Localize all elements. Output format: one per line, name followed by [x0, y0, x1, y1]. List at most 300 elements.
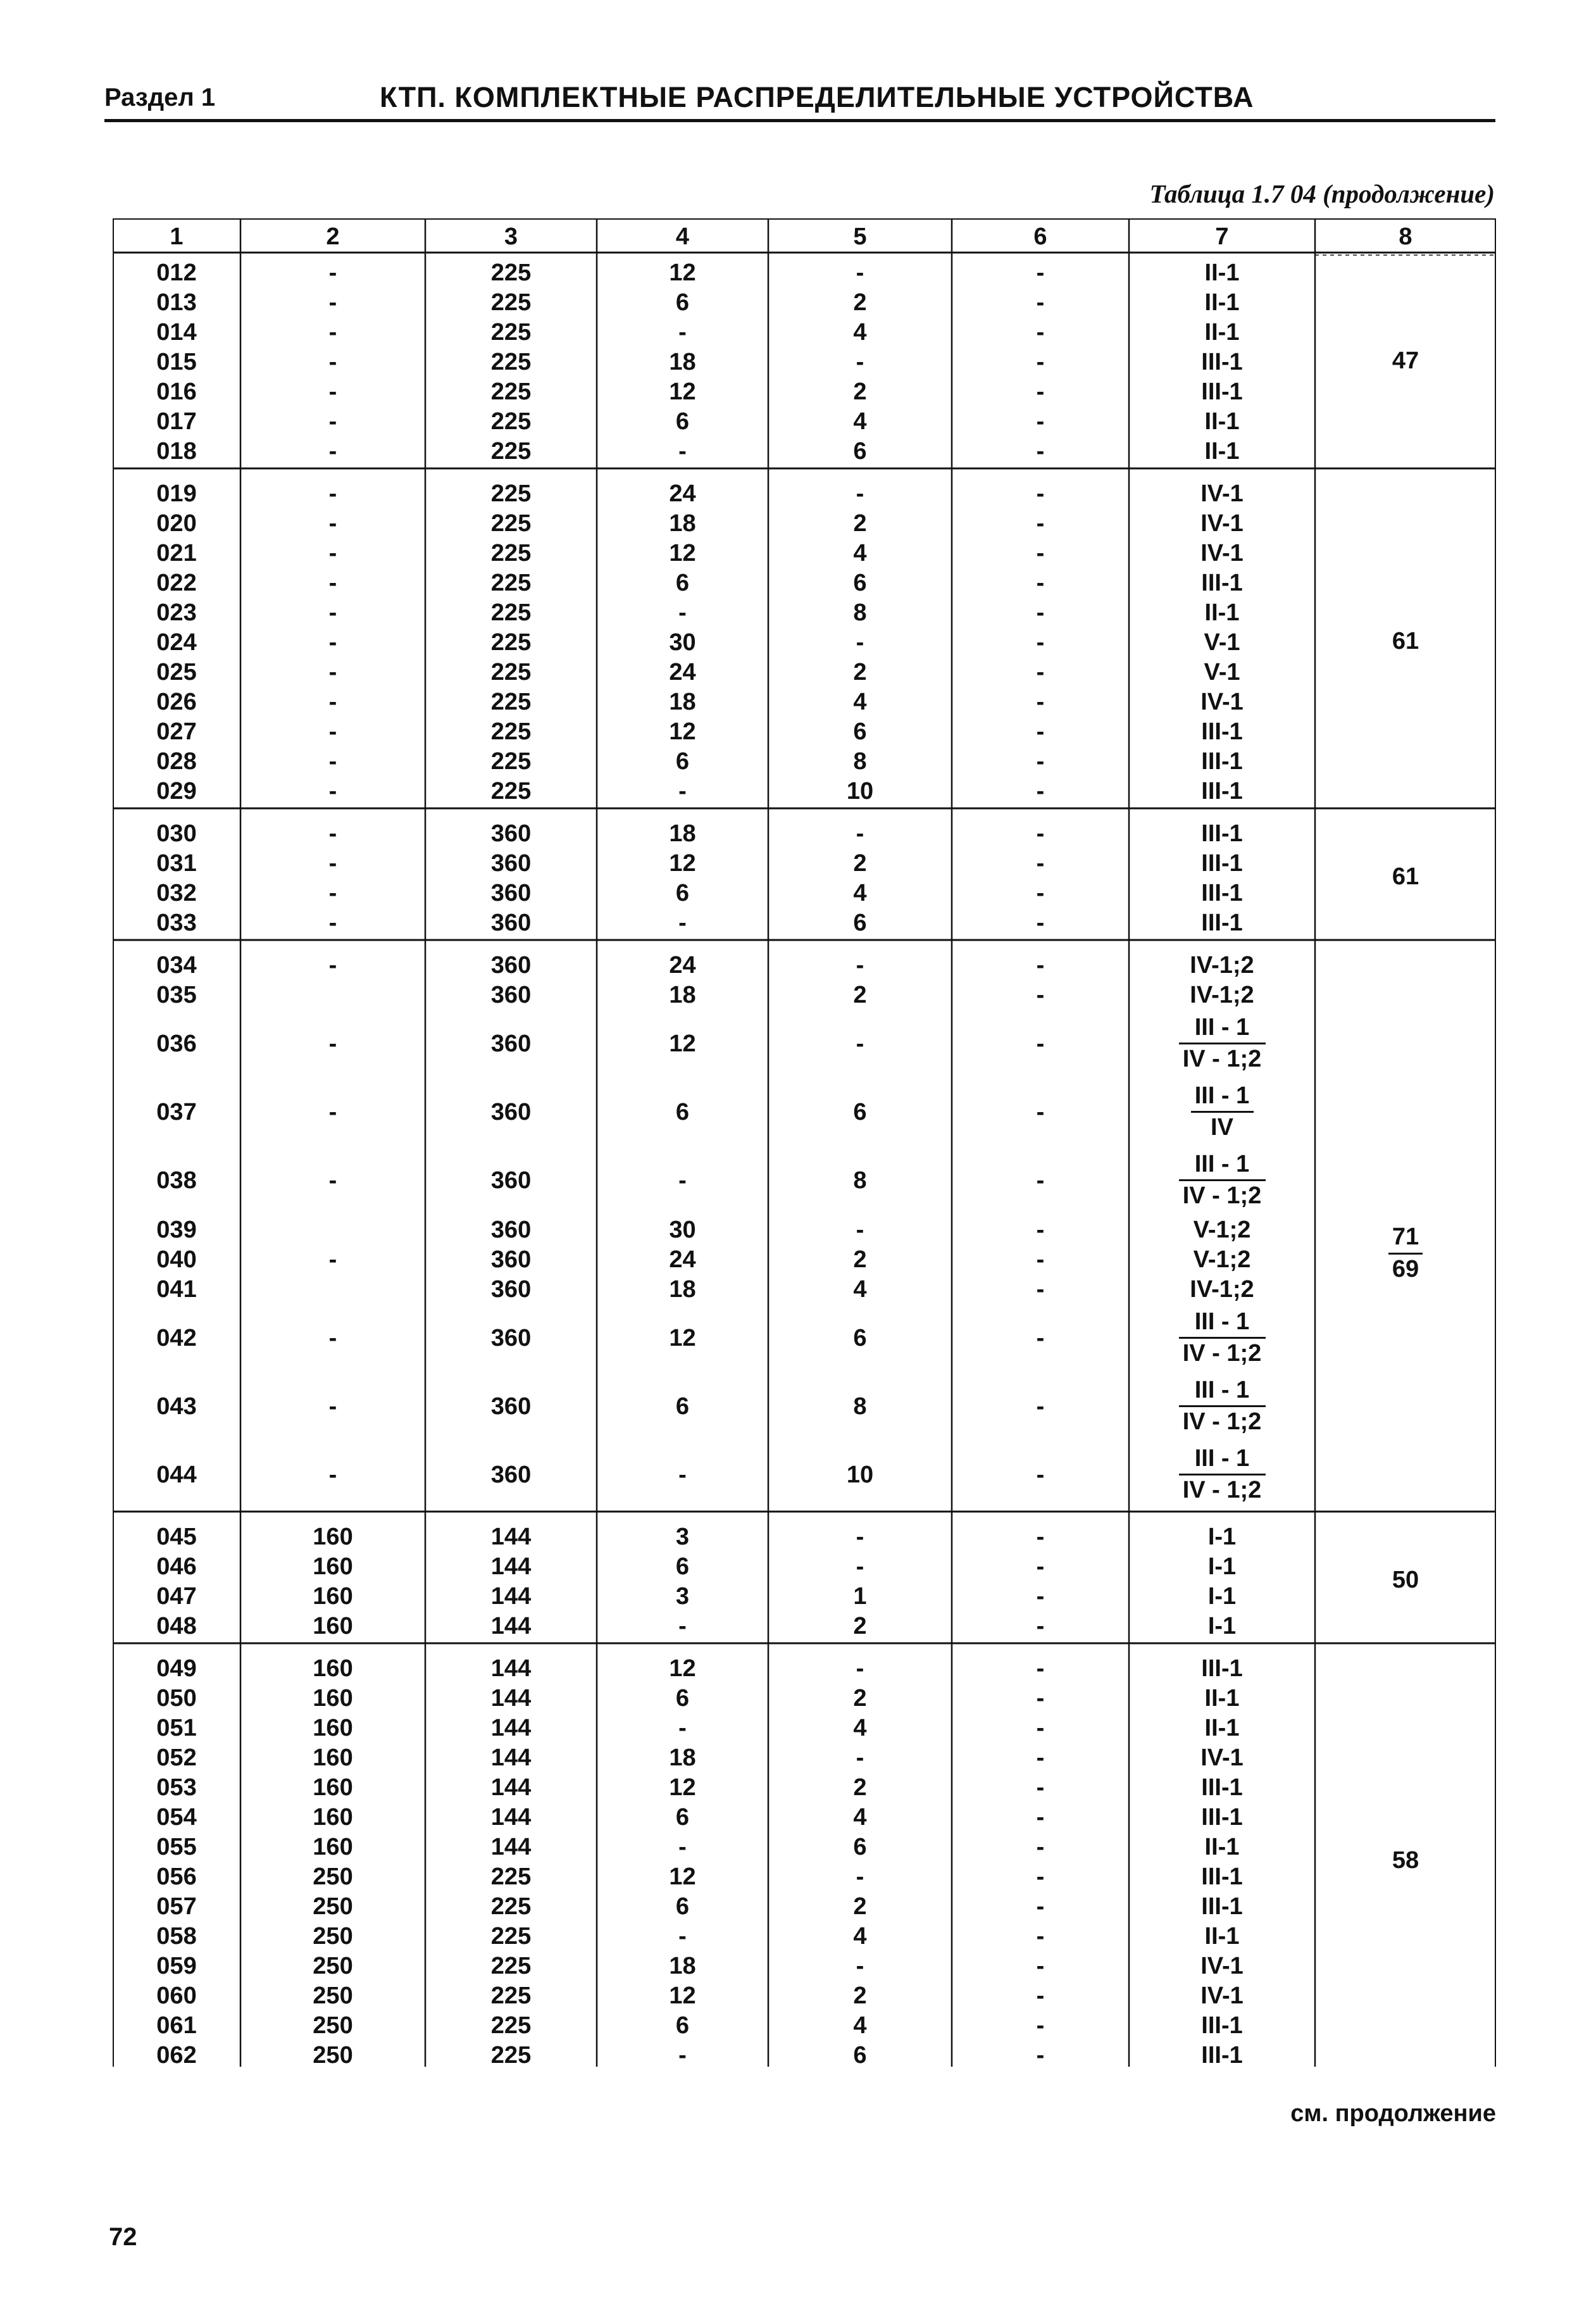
table-cell: 042 [156, 1325, 197, 1351]
table-cell: V-1 [1204, 658, 1240, 686]
table-cell: 051 [156, 1714, 197, 1741]
table-cell: 18 [669, 348, 696, 375]
table-cell: - [856, 820, 864, 847]
table-cell: - [678, 1833, 687, 1860]
table-cell: - [1036, 1167, 1045, 1194]
table-cell: II-1 [1204, 1684, 1240, 1712]
column-header: 8 [1399, 223, 1412, 250]
table-cell: V-1;2 [1193, 1216, 1251, 1243]
table-cell: - [1036, 1655, 1045, 1682]
table-cell: III-1 [1201, 569, 1243, 596]
table-cell: 4 [853, 1803, 867, 1831]
table-cell: - [328, 909, 337, 936]
table-cell: 24 [669, 1246, 696, 1273]
table-cell: 2 [853, 1893, 867, 1920]
column-header: 7 [1215, 223, 1229, 250]
table-cell: 050 [156, 1684, 197, 1712]
table-cell: - [1036, 1922, 1045, 1950]
table-cell: 12 [669, 1774, 696, 1801]
table-cell: - [328, 289, 337, 316]
table-cell: 6 [675, 748, 690, 775]
table-cell: II-1 [1204, 437, 1240, 465]
table-cell: 360 [490, 1031, 532, 1057]
table-cell: 225 [490, 259, 532, 286]
table-cell: 6 [675, 2012, 690, 2039]
table-cell: - [1036, 951, 1045, 979]
table-cell: 4 [853, 1714, 867, 1741]
fraction-cell-numerator: III - 1 [1194, 1444, 1250, 1472]
table-cell: - [328, 879, 337, 906]
table-cell: 144 [490, 1523, 532, 1550]
fraction-cell-numerator: III - 1 [1194, 1308, 1250, 1335]
table-cell: 225 [490, 437, 532, 465]
table-cell: - [678, 599, 687, 626]
table-cell: - [328, 1393, 337, 1420]
table-cell: - [1036, 1553, 1045, 1580]
table-cell: - [1036, 348, 1045, 375]
table-cell: - [678, 1612, 687, 1639]
table-cell: 30 [669, 629, 696, 656]
table-cell: 049 [156, 1655, 197, 1682]
page-title: КТП. КОМПЛЕКТНЫЕ РАСПРЕДЕЛИТЕЛЬНЫЕ УСТРОЙСТВА [380, 81, 1254, 113]
table-cell: 052 [156, 1744, 197, 1771]
table-cell: IV-1;2 [1190, 1275, 1254, 1303]
table-cell: 12 [669, 378, 696, 405]
group-value: 61 [1392, 627, 1419, 655]
table-cell: 360 [490, 879, 532, 906]
column-header: 4 [675, 223, 690, 250]
page-number: 72 [109, 2223, 137, 2251]
table-cell: 6 [853, 2041, 867, 2069]
table-cell: - [1036, 1246, 1045, 1273]
table-cell: 360 [490, 909, 532, 936]
table-cell: - [328, 318, 337, 346]
table-cell: 144 [490, 1612, 532, 1639]
fraction-cell-denominator: IV - 1;2 [1182, 1046, 1262, 1073]
table-cell: 6 [853, 1325, 867, 1351]
table-cell: 225 [490, 348, 532, 375]
table-cell: - [1036, 1803, 1045, 1831]
table-cell: 018 [156, 437, 197, 465]
table-cell: III-1 [1201, 909, 1243, 936]
table-cell: 225 [490, 378, 532, 405]
table-cell: 144 [490, 1774, 532, 1801]
table-cell: - [856, 951, 864, 979]
table-cell: 6 [853, 569, 867, 596]
table-cell: - [1036, 1393, 1045, 1420]
table-cell: 12 [669, 1655, 696, 1682]
table-cell: - [1036, 1982, 1045, 2009]
table-cell: 032 [156, 879, 197, 906]
table-cell: 3 [675, 1523, 690, 1550]
table-cell: - [1036, 1099, 1045, 1125]
fraction-cell-denominator: IV - 1;2 [1182, 1340, 1262, 1367]
table-cell: 2 [853, 1612, 867, 1639]
table-cell: - [328, 688, 337, 715]
table-cell: 040 [156, 1246, 197, 1273]
table-cell: 4 [853, 688, 867, 715]
table-cell: 18 [669, 981, 696, 1008]
table-cell: 024 [156, 629, 197, 656]
table-cell: 014 [156, 318, 197, 346]
table-cell: 2 [853, 1774, 867, 1801]
table-cell: - [328, 820, 337, 847]
table-cell: - [328, 259, 337, 286]
table-cell: 360 [490, 1275, 532, 1303]
table-cell: III-1 [1201, 849, 1243, 877]
table-cell: - [1036, 318, 1045, 346]
table-cell: - [328, 599, 337, 626]
table-cell: - [856, 1952, 864, 1979]
group-value: 58 [1392, 1847, 1419, 1874]
table-cell: 6 [853, 909, 867, 936]
table-cell: 3 [675, 1582, 690, 1610]
table-cell: 360 [490, 1216, 532, 1243]
table-cell: 24 [669, 658, 696, 686]
table-cell: 225 [490, 1922, 532, 1950]
table-cell: - [1036, 1612, 1045, 1639]
fraction-cell-numerator: III - 1 [1194, 1376, 1250, 1403]
table-cell: III-1 [1201, 879, 1243, 906]
group-value: 61 [1392, 863, 1419, 890]
table-cell: 059 [156, 1952, 197, 1979]
column-header: 1 [170, 223, 184, 250]
table-cell: 30 [669, 1216, 696, 1243]
table-cell: 048 [156, 1612, 197, 1639]
table-cell: 061 [156, 2012, 197, 2039]
table-cell: - [328, 1246, 337, 1273]
table-cell: - [856, 1553, 864, 1580]
table-cell: 144 [490, 1655, 532, 1682]
table-cell: 2 [853, 849, 867, 877]
table-cell: - [1036, 981, 1045, 1008]
fraction-cell [1179, 1446, 1266, 1504]
table-cell: - [1036, 378, 1045, 405]
fraction-cell-numerator: III - 1 [1194, 1082, 1250, 1109]
table-caption: Таблица 1.7 04 (продолжение) [1149, 179, 1495, 208]
table-cell: 360 [490, 849, 532, 877]
table-cell: 12 [669, 259, 696, 286]
table-cell: 225 [490, 510, 532, 537]
table-cell: 6 [853, 718, 867, 745]
table-cell: 360 [490, 1246, 532, 1273]
table-cell: - [1036, 629, 1045, 656]
table-cell: - [328, 777, 337, 805]
table-cell: 039 [156, 1216, 197, 1243]
table-cell: III-1 [1201, 2012, 1243, 2039]
table-cell: - [678, 1462, 687, 1488]
table-cell: 225 [490, 480, 532, 507]
table-cell: 250 [313, 1982, 353, 2009]
table-cell: 6 [853, 1833, 867, 1860]
table-cell: 225 [490, 569, 532, 596]
table-cell: - [856, 1216, 864, 1243]
table-cell: - [1036, 1863, 1045, 1890]
table-cell: 047 [156, 1582, 197, 1610]
table-cell: 034 [156, 951, 197, 979]
table-cell: 8 [853, 1393, 867, 1420]
table-cell: 8 [853, 748, 867, 775]
table-cell: 160 [313, 1684, 353, 1712]
table-cell: IV-1 [1200, 510, 1244, 537]
table-cell: - [328, 849, 337, 877]
table-cell: - [1036, 688, 1045, 715]
table-cell: 144 [490, 1744, 532, 1771]
table-cell: 250 [313, 2012, 353, 2039]
fraction-cell [1191, 1084, 1254, 1141]
fraction-cell-bar [1179, 1474, 1266, 1475]
table-cell: 041 [156, 1275, 197, 1303]
fraction-cell-bar [1179, 1405, 1266, 1407]
table-cell: 4 [853, 1275, 867, 1303]
table-cell: 360 [490, 951, 532, 979]
table-cell: - [328, 480, 337, 507]
table-cell: IV-1 [1200, 1744, 1244, 1771]
fraction-cell-numerator: III - 1 [1194, 1150, 1250, 1177]
table-cell: 2 [853, 1684, 867, 1712]
table-cell: 2 [853, 1246, 867, 1273]
table-cell: II-1 [1204, 289, 1240, 316]
table-cell: III-1 [1201, 1803, 1243, 1831]
fraction-cell [1179, 1378, 1266, 1436]
table-cell: III-1 [1201, 1863, 1243, 1890]
table-cell: 045 [156, 1523, 197, 1550]
table-cell: 019 [156, 480, 197, 507]
fraction-cell-denominator: IV - 1;2 [1182, 1477, 1262, 1504]
table-cell: IV-1;2 [1190, 951, 1254, 979]
table-cell: III-1 [1201, 2041, 1243, 2069]
table-cell: 054 [156, 1803, 197, 1831]
table-cell: 8 [853, 599, 867, 626]
table-cell: V-1;2 [1193, 1246, 1251, 1273]
table-cell: 4 [853, 318, 867, 346]
table-cell: - [1036, 1893, 1045, 1920]
table-cell: 6 [675, 408, 690, 435]
table-cell: 144 [490, 1803, 532, 1831]
table-cell: - [1036, 1462, 1045, 1488]
table-cell: 160 [313, 1833, 353, 1860]
table-cell: - [856, 259, 864, 286]
table-cell: I-1 [1207, 1523, 1237, 1550]
table-cell: 037 [156, 1099, 197, 1125]
table-cell: - [1036, 1325, 1045, 1351]
fraction-cell-denominator: IV - 1;2 [1182, 1408, 1262, 1436]
table-cell: 6 [675, 1803, 690, 1831]
table-cell: - [328, 348, 337, 375]
table-cell: 6 [675, 289, 690, 316]
table-cell: - [678, 437, 687, 465]
table-cell: 160 [313, 1655, 353, 1682]
table-cell: 062 [156, 2041, 197, 2069]
table-cell: II-1 [1204, 408, 1240, 435]
table-cell: - [678, 1714, 687, 1741]
table-cell: - [856, 348, 864, 375]
table-cell: - [1036, 569, 1045, 596]
table-cell: 8 [853, 1167, 867, 1194]
table-cell: - [1036, 1744, 1045, 1771]
column-header: 3 [504, 223, 518, 250]
table-cell: 225 [490, 688, 532, 715]
table-cell: - [1036, 2012, 1045, 2039]
table-cell: - [1036, 1216, 1045, 1243]
column-header: 5 [853, 223, 867, 250]
table-cell: - [1036, 777, 1045, 805]
table-cell: 017 [156, 408, 197, 435]
table-cell: - [1036, 437, 1045, 465]
table-cell: 056 [156, 1863, 197, 1890]
table-cell: - [1036, 2041, 1045, 2069]
table-cell: 160 [313, 1803, 353, 1831]
table-cell: 12 [669, 718, 696, 745]
table-cell: 6 [675, 1893, 690, 1920]
column-header: 6 [1033, 223, 1047, 250]
table-cell: I-1 [1207, 1612, 1237, 1639]
fraction-cell [1179, 1310, 1266, 1367]
table-cell: - [678, 318, 687, 346]
table-cell: 250 [313, 1922, 353, 1950]
table-cell: - [856, 480, 864, 507]
group-value: 47 [1392, 347, 1419, 374]
table-cell: III-1 [1201, 777, 1243, 805]
table-cell: 225 [490, 408, 532, 435]
table-cell: 144 [490, 1553, 532, 1580]
table-cell: 144 [490, 1582, 532, 1610]
table-cell: IV-1 [1200, 1952, 1244, 1979]
table-cell: 046 [156, 1553, 197, 1580]
table-cell: - [856, 1744, 864, 1771]
table-cell: 225 [490, 289, 532, 316]
table-cell: 4 [853, 2012, 867, 2039]
table-cell: 6 [675, 1553, 690, 1580]
table-cell: 031 [156, 849, 197, 877]
table-cell: III-1 [1201, 1893, 1243, 1920]
continued-note: см. продолжение [1290, 2100, 1496, 2127]
table-cell: - [1036, 909, 1045, 936]
table-cell: 016 [156, 378, 197, 405]
table-cell: 1 [853, 1582, 867, 1610]
table-cell: 043 [156, 1393, 197, 1420]
table-cell: - [328, 718, 337, 745]
table-cell: - [1036, 1774, 1045, 1801]
table-cell: 225 [490, 599, 532, 626]
table-cell: 2 [853, 981, 867, 1008]
table-cell: 250 [313, 1863, 353, 1890]
table-cell: - [1036, 1833, 1045, 1860]
table-cell: II-1 [1204, 318, 1240, 346]
table-cell: 225 [490, 539, 532, 567]
table-cell: 225 [490, 658, 532, 686]
table-cell: 360 [490, 820, 532, 847]
table-cell: III-1 [1201, 1774, 1243, 1801]
table-cell: - [1036, 1684, 1045, 1712]
table-cell: - [678, 2041, 687, 2069]
table-cell: - [678, 777, 687, 805]
table-cell: - [1036, 289, 1045, 316]
table-cell: 6 [675, 1684, 690, 1712]
table-cell: - [856, 1031, 864, 1057]
table-cell: 028 [156, 748, 197, 775]
table-cell: - [678, 909, 687, 936]
table-cell: 18 [669, 1744, 696, 1771]
table-cell: - [1036, 658, 1045, 686]
table-cell: 144 [490, 1833, 532, 1860]
table-cell: IV-1 [1200, 688, 1244, 715]
table-cell: 18 [669, 820, 696, 847]
table-cell: 035 [156, 981, 197, 1008]
table-cell: 022 [156, 569, 197, 596]
table-cell: 250 [313, 2041, 353, 2069]
table-cell: - [328, 437, 337, 465]
table-cell: 12 [669, 1982, 696, 2009]
table-cell: 160 [313, 1774, 353, 1801]
table-cell: 030 [156, 820, 197, 847]
table-cell: 360 [490, 981, 532, 1008]
table-cell: III-1 [1201, 820, 1243, 847]
table-cell: 160 [313, 1612, 353, 1639]
table-cell: 160 [313, 1744, 353, 1771]
table-cell: 360 [490, 1393, 532, 1420]
table-cell: 24 [669, 480, 696, 507]
table-cell: - [1036, 849, 1045, 877]
table-cell: 2 [853, 1982, 867, 2009]
table-cell: 6 [675, 1099, 690, 1125]
table-cell: 4 [853, 539, 867, 567]
table-cell: 013 [156, 289, 197, 316]
group-value: 50 [1392, 1567, 1419, 1593]
table-cell: 6 [675, 879, 690, 906]
table-cell: 225 [490, 748, 532, 775]
table-cell: 053 [156, 1774, 197, 1801]
table-cell: III-1 [1201, 1655, 1243, 1682]
table-cell: - [328, 510, 337, 537]
table-cell: 225 [490, 1952, 532, 1979]
table-cell: 027 [156, 718, 197, 745]
group-value-fraction-bar [1388, 1253, 1423, 1255]
table-cell: - [678, 1922, 687, 1950]
group-value-fraction-denominator: 69 [1392, 1255, 1419, 1282]
table-cell: 250 [313, 1952, 353, 1979]
table-cell: 12 [669, 1863, 696, 1890]
table-cell: - [856, 629, 864, 656]
table-cell: - [856, 1863, 864, 1890]
table-cell: IV-1 [1200, 480, 1244, 507]
table-cell: - [328, 539, 337, 567]
table-cell: 4 [853, 1922, 867, 1950]
fraction-cell-denominator: IV [1211, 1114, 1233, 1141]
fraction-cell [1179, 1015, 1266, 1073]
table-cell: 6 [853, 1099, 867, 1125]
table-cell: 225 [490, 2012, 532, 2039]
table-cell: I-1 [1207, 1582, 1237, 1610]
table-cell: - [328, 1462, 337, 1488]
table-cell: 160 [313, 1553, 353, 1580]
table-cell: - [1036, 1523, 1045, 1550]
table-cell: - [1036, 1275, 1045, 1303]
table-cell: - [1036, 1582, 1045, 1610]
table-cell: 12 [669, 1325, 696, 1351]
table-cell: III-1 [1201, 748, 1243, 775]
table-cell: 225 [490, 1893, 532, 1920]
table-cell: 036 [156, 1031, 197, 1057]
table-cell: 12 [669, 849, 696, 877]
table-cell: II-1 [1204, 259, 1240, 286]
table-cell: 225 [490, 2041, 532, 2069]
table-cell: - [1036, 510, 1045, 537]
table-cell: II-1 [1204, 1922, 1240, 1950]
table-cell: - [328, 1325, 337, 1351]
table-cell: - [856, 1523, 864, 1550]
table-cell: 012 [156, 259, 197, 286]
